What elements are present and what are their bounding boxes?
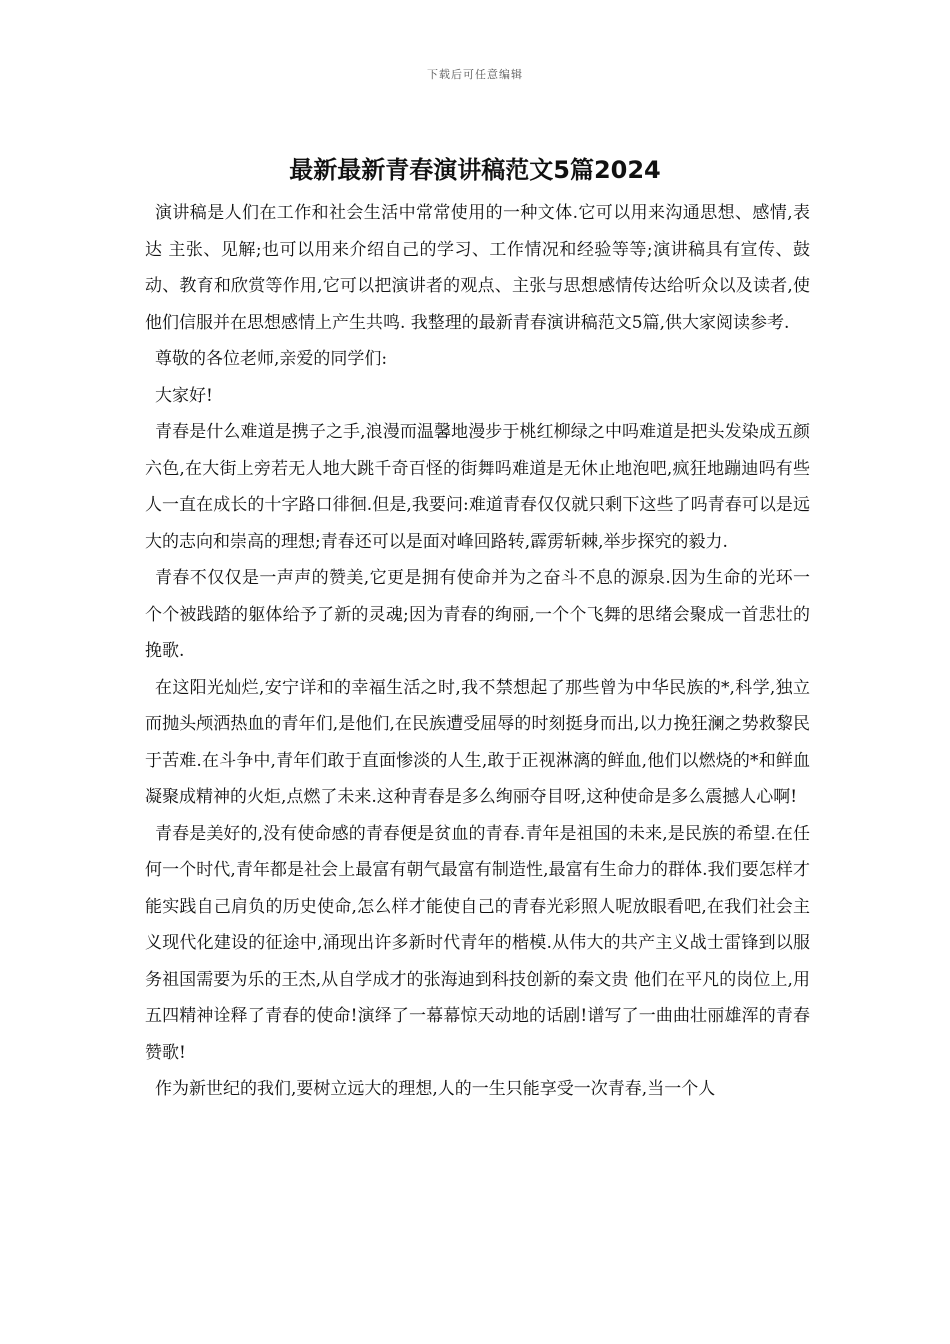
paragraph-salutation: 尊敬的各位老师,亲爱的同学们: — [155, 349, 388, 369]
paragraph-body-4: 青春是美好的,没有使命感的青春便是贫血的青春.青年是祖国的未来,是民族的希望.在任何一个时代,青年都是社会上最富有朝气最富有制造性,最富有生命力的群体.我们要怎样才能实践自己肩负的历史使命,怎么样才能使自己的青春光彩照人呢放眼看吧,在我们社会主义现代化建设的征途中,涌现出许多新时代青年的楷模.从伟大的共产主义战士雷锋到以服务祖国需要为乐的王杰,从自学成才的张海迪到科技创新的秦文贵 他们在平凡的岗位上,用五四精神诠释了青春的使命!演绎了一幕幕惊天动地的话剧!谱写了一曲曲壮丽雄浑的青春赞歌! — [145, 823, 810, 1063]
paragraph-body-2: 青春不仅仅是一声声的赞美,它更是拥有使命并为之奋斗不息的源泉.因为生命的光环一个个被践踏的躯体给予了新的灵魂;因为青春的绚丽,一个个飞舞的思绪会聚成一首悲壮的挽歌. — [145, 568, 810, 661]
header-note: 下载后可任意编辑 — [427, 68, 523, 81]
document-title: 最新最新青春演讲稿范文5篇2024 — [289, 156, 661, 184]
paragraph-intro: 演讲稿是人们在工作和社会生活中常常使用的一种文体.它可以用来沟通思想、感情,表达 主张、见解;也可以用来介绍自己的学习、工作情况和经验等等;演讲稿具有宣传、鼓动、教育和欣赏等作用,它可以把演讲者的观点、主张与思想感情传达给听众以及读者,使他们信服并在思想感情上产生共鸣. 我整理的最新青春演讲稿范文5篇,供大家阅读参考. — [145, 203, 810, 333]
paragraph-body-5: 作为新世纪的我们,要树立远大的理想,人的一生只能享受一次青春,当一个人 — [155, 1079, 716, 1099]
paragraph-body-3: 在这阳光灿烂,安宁详和的幸福生活之时,我不禁想起了那些曾为中华民族的*,科学,独立而抛头颅洒热血的青年们,是他们,在民族遭受屈辱的时刻挺身而出,以力挽狂澜之势救黎民于苦难.在斗争中,青年们敢于直面惨淡的人生,敢于正视淋漓的鲜血,他们以燃烧的*和鲜血凝聚成精神的火炬,点燃了未来.这种青春是多么绚丽夺目呀,这种使命是多么震撼人心啊! — [145, 677, 810, 807]
document-body — [145, 195, 810, 1108]
paragraph-body-1: 青春是什么难道是携子之手,浪漫而温馨地漫步于桃红柳绿之中吗难道是把头发染成五颜六色,在大街上旁若无人地大跳千奇百怪的街舞吗难道是无休止地泡吧,疯狂地蹦迪吗有些人一直在成长的十字路口徘徊.但是,我要问:难道青春仅仅就只剩下这些了吗青春可以是远大的志向和崇高的理想;青春还可以是面对峰回路转,霹雳斩棘,举步探究的毅力. — [145, 422, 810, 552]
paragraph-greeting: 大家好! — [155, 385, 213, 406]
